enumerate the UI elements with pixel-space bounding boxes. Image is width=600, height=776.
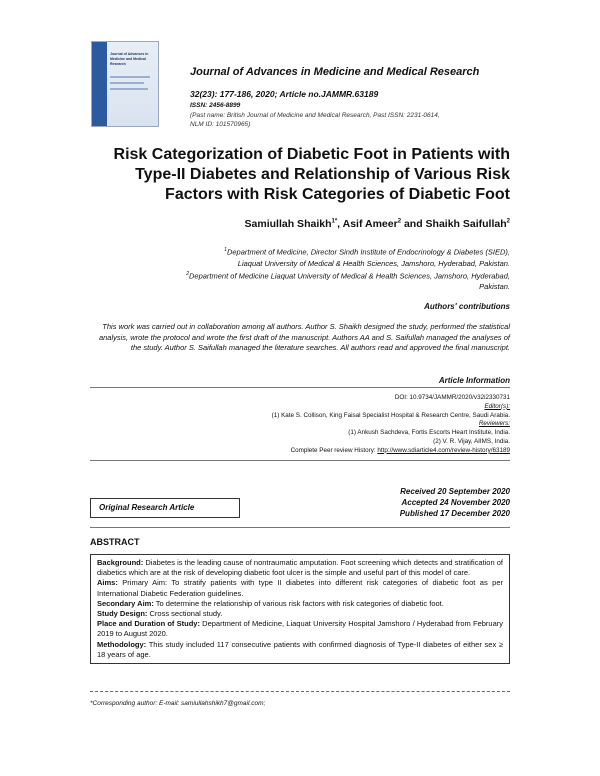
affiliation-sup: 2	[186, 270, 189, 277]
affiliation-line	[90, 245, 510, 258]
abstract-aims	[97, 578, 503, 598]
abstract-label: Place and Duration of Study:	[97, 619, 200, 629]
affiliation-text: Liaquat University of Medical & Health Sciences, Jamshoro, Hyderabad, Pakistan.	[237, 258, 510, 268]
journal-name: Journal of Advances in Medicine and Medical Research	[190, 66, 480, 78]
abstract-box	[90, 554, 510, 664]
author-sup: 2	[397, 218, 402, 225]
footnote-rule	[90, 691, 510, 692]
cover-line	[110, 88, 148, 90]
affiliation-text: Department of Medicine, Director Sindh Institute of Endocrinology & Diabetes (SIED),	[226, 247, 510, 257]
journal-citation: 32(23): 177-186, 2020; Article no.JAMMR.63189	[190, 89, 379, 99]
abstract-place	[97, 619, 503, 639]
author-name: Samiullah Shaikh	[244, 218, 332, 230]
cover-line	[110, 76, 150, 78]
received-date: Received 20 September 2020	[400, 487, 510, 496]
abstract-label: Background:	[97, 558, 144, 567]
abstract-background	[97, 558, 503, 578]
article-dates	[300, 486, 510, 519]
affiliation-sup: 1	[224, 247, 227, 253]
author-separator: and	[401, 218, 426, 230]
abstract-label: Methodology:	[97, 639, 147, 649]
cover-line	[110, 82, 144, 84]
abstract-label: Study Design:	[97, 609, 148, 619]
article-info	[200, 394, 510, 456]
divider	[90, 387, 510, 388]
affiliation-text: Pakistan.	[479, 282, 510, 291]
peer-review-label: Complete Peer review History:	[290, 446, 378, 454]
contributions-heading: Authors' contributions	[424, 302, 510, 311]
cover-band	[92, 42, 107, 126]
peer-review-link[interactable]: http://www.sdiarticle4.com/review-history/63189	[377, 446, 510, 454]
abstract-text: This study included 117 consecutive patients with confirmed diagnosis of Type-II diabetes of either sex ≥ 18 years of age.	[97, 639, 503, 659]
abstract-label: Aims:	[97, 578, 118, 588]
affiliations	[90, 245, 510, 292]
divider	[90, 527, 510, 528]
reviewers-label: Reviewers:	[478, 420, 510, 428]
abstract-design	[97, 609, 503, 619]
reviewer: (2) V. R. Vijay, AIIMS, India.	[433, 437, 510, 445]
abstract-text: To determine the relationship of various risk factors with risk categories of diabetic foot.	[153, 598, 444, 608]
abstract-methodology	[97, 640, 503, 660]
author-list	[90, 218, 510, 230]
author-name: Shaikh Saifullah	[425, 218, 507, 230]
reviewer: (1) Ankush Sachdeva, Fortis Escorts Heart Institute, India.	[348, 429, 510, 437]
author-sup: 2	[506, 218, 510, 225]
article-type-box: Original Research Article	[90, 498, 240, 518]
abstract-heading: ABSTRACT	[90, 537, 140, 547]
article-info-heading: Article Information	[438, 376, 510, 385]
doi: DOI: 10.9734/JAMMR/2020/v32i2330731	[394, 394, 510, 401]
abstract-text: Diabetes is the leading cause of nontraumatic amputation. Foot screening which detects and stratification of diabetics which are at the risk of developing diabetic foot ulcer is the simple and useful part of this model of care.	[97, 558, 503, 578]
author-sup: 1*	[331, 218, 338, 225]
divider	[90, 460, 510, 461]
author-name: Asif Ameer	[342, 218, 398, 230]
paper-title: Risk Categorization of Diabetic Foot in Patients with Type-II Diabetes and Relationship of Various Risk Factors with Risk Categories of Diabetic Foot	[113, 146, 510, 203]
contributions-text: This work was carried out in collaboration among all authors. Author S. Shaikh designed the study, performed the statistical analysis, wrote the protocol and wrote the first draft of the manuscript. Authors AA and S. Saifullah managed the analyses of the study. Author S. Saifullah managed the literature searches. All authors read and approved the final manuscript.	[98, 322, 510, 352]
affiliation-line	[90, 258, 510, 269]
affiliation-line	[90, 281, 510, 292]
journal-cover	[91, 41, 159, 127]
editor: (1) Kate S. Collison, King Faisal Specialist Hospital & Research Centre, Saudi Arabia.	[271, 411, 510, 419]
author-separator: ,	[337, 218, 343, 230]
journal-nlm-id: NLM ID: 101570965)	[190, 121, 251, 128]
affiliation-line	[90, 269, 510, 282]
abstract-secondary-aim	[97, 599, 503, 609]
abstract-label: Secondary Aim:	[97, 598, 154, 608]
journal-issn: ISSN: 2456-8899	[190, 102, 241, 109]
abstract-text: Primary Aim: To stratify patients with type II diabetes into different risk categories of diabetic foot as per International Diabetic Federation guidelines.	[97, 578, 503, 598]
abstract-text: Department of Medicine, Liaquat University Hospital Jamshoro / Hyderabad from February 2019 to August 2020.	[97, 619, 503, 639]
corresponding-author: *Corresponding author: E-mail: samiullahshikh7@gmail.com;	[90, 700, 266, 707]
abstract-text: Cross sectional study.	[147, 609, 223, 619]
accepted-date: Accepted 24 November 2020	[401, 498, 510, 507]
editor-label: Editor(s):	[484, 402, 510, 410]
affiliation-text: Department of Medicine Liaquat University of Medical & Health Sciences, Jamshoro, Hyderabad,	[189, 271, 510, 280]
published-date: Published 17 December 2020	[399, 509, 510, 518]
journal-past-name: (Past name: British Journal of Medicine and Medical Research, Past ISSN: 2231-0614,	[190, 112, 440, 119]
cover-title: Journal of Advances in Medicine and Medical Research	[110, 52, 149, 66]
